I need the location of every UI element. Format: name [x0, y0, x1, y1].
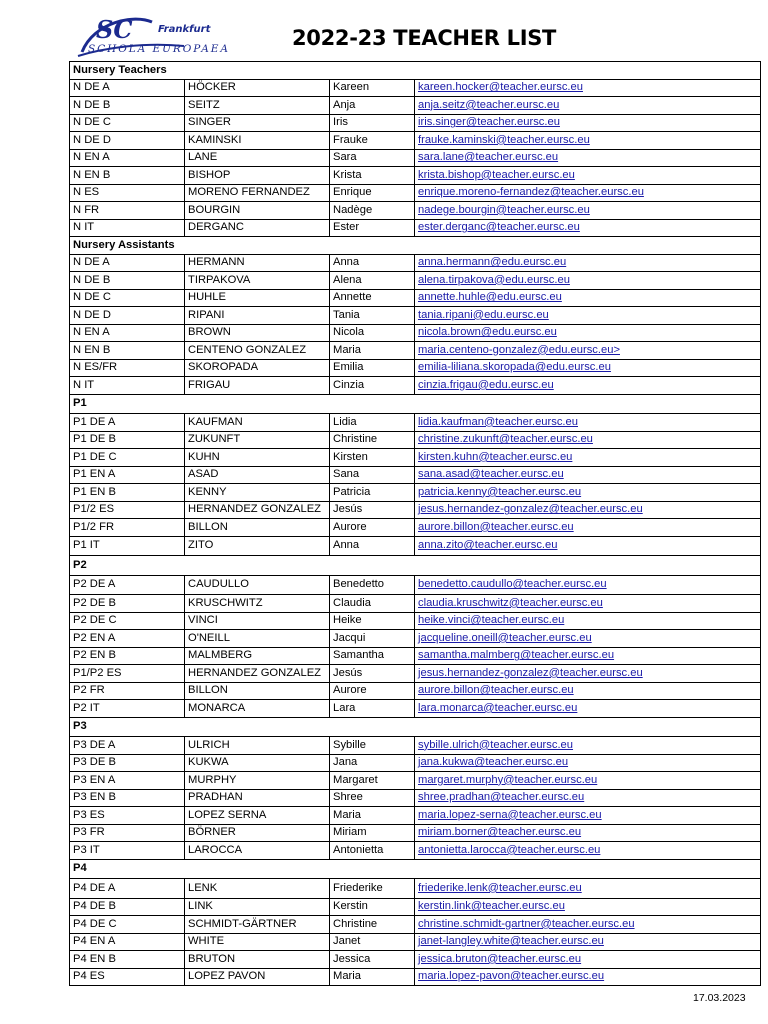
surname-cell: KAMINSKI: [185, 132, 330, 150]
email-cell[interactable]: kareen.hocker@teacher.eursc.eu: [415, 79, 761, 97]
table-row: [70, 289, 761, 307]
footer-date: 17.03.2023: [693, 992, 746, 1004]
firstname-cell: Sana: [330, 466, 415, 484]
table-row: [70, 647, 761, 665]
class-cell: N ES: [70, 184, 185, 202]
table-row: [70, 824, 761, 842]
firstname-cell: Shree: [330, 789, 415, 807]
email-cell[interactable]: sara.lane@teacher.eursc.eu: [415, 149, 761, 167]
email-cell[interactable]: sybille.ulrich@teacher.eursc.eu: [415, 737, 761, 755]
email-cell[interactable]: jesus.hernandez-gonzalez@teacher.eursc.eu: [415, 665, 761, 683]
surname-cell: BILLON: [185, 682, 330, 700]
surname-cell: SCHMIDT-GÄRTNER: [185, 916, 330, 934]
firstname-cell: Maria: [330, 807, 415, 825]
firstname-cell: Tania: [330, 307, 415, 325]
firstname-cell: Christine: [330, 431, 415, 449]
email-cell[interactable]: nicola.brown@edu.eursc.eu: [415, 324, 761, 342]
table-row: [70, 431, 761, 449]
surname-cell: LAROCCA: [185, 842, 330, 860]
class-cell: P1 EN B: [70, 484, 185, 502]
firstname-cell: Lidia: [330, 414, 415, 432]
table-row: [70, 324, 761, 342]
email-cell[interactable]: patricia.kenny@teacher.eursc.eu: [415, 484, 761, 502]
firstname-cell: Benedetto: [330, 575, 415, 595]
surname-cell: ASAD: [185, 466, 330, 484]
schola-europaea-logo: [74, 12, 236, 58]
email-cell[interactable]: christine.schmidt-gartner@teacher.eursc.eu: [415, 916, 761, 934]
surname-cell: HERMANN: [185, 254, 330, 272]
table-row: [70, 951, 761, 969]
surname-cell: LOPEZ SERNA: [185, 807, 330, 825]
firstname-cell: Miriam: [330, 824, 415, 842]
surname-cell: LOPEZ PAVON: [185, 968, 330, 986]
surname-cell: SINGER: [185, 114, 330, 132]
email-cell[interactable]: claudia.kruschwitz@teacher.eursc.eu: [415, 595, 761, 613]
email-cell[interactable]: aurore.billon@teacher.eursc.eu: [415, 519, 761, 537]
firstname-cell: Annette: [330, 289, 415, 307]
table-row: [70, 879, 761, 899]
email-cell[interactable]: miriam.borner@teacher.eursc.eu: [415, 824, 761, 842]
table-row: [70, 807, 761, 825]
class-cell: P3 ES: [70, 807, 185, 825]
surname-cell: MURPHY: [185, 772, 330, 790]
surname-cell: HUHLE: [185, 289, 330, 307]
table-row: [70, 575, 761, 595]
class-cell: P4 ES: [70, 968, 185, 986]
class-cell: N DE C: [70, 289, 185, 307]
class-cell: N EN A: [70, 149, 185, 167]
firstname-cell: Antonietta: [330, 842, 415, 860]
email-cell[interactable]: christine.zukunft@teacher.eursc.eu: [415, 431, 761, 449]
surname-cell: MORENO FERNANDEZ: [185, 184, 330, 202]
firstname-cell: Nadège: [330, 202, 415, 220]
class-cell: P2 EN A: [70, 630, 185, 648]
surname-cell: WHITE: [185, 933, 330, 951]
table-row: [70, 79, 761, 97]
logo-text-bottom: SCHOLA EUROPAEA: [88, 43, 228, 55]
table-row: [70, 202, 761, 220]
firstname-cell: Maria: [330, 968, 415, 986]
email-cell[interactable]: ester.derganc@teacher.eursc.eu: [415, 219, 761, 237]
class-cell: P4 DE A: [70, 879, 185, 899]
table-row: [70, 149, 761, 167]
email-cell[interactable]: heike.vinci@teacher.eursc.eu: [415, 612, 761, 630]
email-cell[interactable]: antonietta.larocca@teacher.eursc.eu: [415, 842, 761, 860]
firstname-cell: Nicola: [330, 324, 415, 342]
firstname-cell: Ester: [330, 219, 415, 237]
surname-cell: HERNANDEZ GONZALEZ: [185, 501, 330, 519]
surname-cell: ZITO: [185, 536, 330, 556]
class-cell: N EN A: [70, 324, 185, 342]
email-cell[interactable]: tania.ripani@edu.eursc.eu: [415, 307, 761, 325]
firstname-cell: Margaret: [330, 772, 415, 790]
email-cell[interactable]: alena.tirpakova@edu.eursc.eu: [415, 272, 761, 290]
email-cell[interactable]: samantha.malmberg@teacher.eursc.eu: [415, 647, 761, 665]
email-cell[interactable]: emilia-liliana.skoropada@edu.eursc.eu: [415, 359, 761, 377]
surname-cell: SKOROPADA: [185, 359, 330, 377]
class-cell: P1 IT: [70, 536, 185, 556]
section-title: Nursery Teachers: [70, 62, 761, 80]
table-row: [70, 377, 761, 395]
table-row: [70, 898, 761, 916]
table-row: [70, 682, 761, 700]
table-row: [70, 536, 761, 556]
firstname-cell: Jesús: [330, 665, 415, 683]
email-cell[interactable]: cinzia.frigau@edu.eursc.eu: [415, 377, 761, 395]
firstname-cell: Enrique: [330, 184, 415, 202]
class-cell: N IT: [70, 377, 185, 395]
table-row: [70, 307, 761, 325]
surname-cell: LANE: [185, 149, 330, 167]
table-row: [70, 519, 761, 537]
firstname-cell: Aurore: [330, 682, 415, 700]
firstname-cell: Sara: [330, 149, 415, 167]
email-cell[interactable]: jana.kukwa@teacher.eursc.eu: [415, 754, 761, 772]
table-row: [70, 612, 761, 630]
email-cell[interactable]: lidia.kaufman@teacher.eursc.eu: [415, 414, 761, 432]
class-cell: P1 DE A: [70, 414, 185, 432]
table-row: [70, 737, 761, 755]
email-cell[interactable]: sana.asad@teacher.eursc.eu: [415, 466, 761, 484]
class-cell: P1/2 FR: [70, 519, 185, 537]
firstname-cell: Kirsten: [330, 449, 415, 467]
firstname-cell: Lara: [330, 700, 415, 718]
section-header: [70, 556, 761, 576]
table-row: [70, 630, 761, 648]
firstname-cell: Heike: [330, 612, 415, 630]
table-row: [70, 254, 761, 272]
class-cell: P1 DE B: [70, 431, 185, 449]
surname-cell: FRIGAU: [185, 377, 330, 395]
class-cell: N DE A: [70, 254, 185, 272]
class-cell: P1/2 ES: [70, 501, 185, 519]
email-cell[interactable]: anna.zito@teacher.eursc.eu: [415, 536, 761, 556]
table-row: [70, 842, 761, 860]
class-cell: N DE D: [70, 307, 185, 325]
surname-cell: TIRPAKOVA: [185, 272, 330, 290]
section-header: [70, 717, 761, 737]
class-cell: N DE D: [70, 132, 185, 150]
email-cell[interactable]: maria.centeno-gonzalez@edu.eursc.eu>: [415, 342, 761, 360]
email-cell[interactable]: frauke.kaminski@teacher.eursc.eu: [415, 132, 761, 150]
email-cell[interactable]: enrique.moreno-fernandez@teacher.eursc.eu: [415, 184, 761, 202]
surname-cell: BISHOP: [185, 167, 330, 185]
surname-cell: KRUSCHWITZ: [185, 595, 330, 613]
surname-cell: KUHN: [185, 449, 330, 467]
surname-cell: BÖRNER: [185, 824, 330, 842]
firstname-cell: Patricia: [330, 484, 415, 502]
firstname-cell: Samantha: [330, 647, 415, 665]
firstname-cell: Christine: [330, 916, 415, 934]
class-cell: P3 FR: [70, 824, 185, 842]
firstname-cell: Emilia: [330, 359, 415, 377]
surname-cell: DERGANC: [185, 219, 330, 237]
firstname-cell: Cinzia: [330, 377, 415, 395]
email-cell[interactable]: jesus.hernandez-gonzalez@teacher.eursc.eu: [415, 501, 761, 519]
table-row: [70, 449, 761, 467]
class-cell: P2 FR: [70, 682, 185, 700]
table-row: [70, 219, 761, 237]
firstname-cell: Kareen: [330, 79, 415, 97]
firstname-cell: Jana: [330, 754, 415, 772]
class-cell: P3 DE B: [70, 754, 185, 772]
table-row: [70, 968, 761, 986]
class-cell: P4 EN B: [70, 951, 185, 969]
surname-cell: MONARCA: [185, 700, 330, 718]
email-cell[interactable]: friederike.lenk@teacher.eursc.eu: [415, 879, 761, 899]
firstname-cell: Friederike: [330, 879, 415, 899]
section-title: Nursery Assistants: [70, 237, 761, 255]
table-row: [70, 132, 761, 150]
class-cell: P1 DE C: [70, 449, 185, 467]
surname-cell: MALMBERG: [185, 647, 330, 665]
surname-cell: KAUFMAN: [185, 414, 330, 432]
surname-cell: KENNY: [185, 484, 330, 502]
class-cell: P2 IT: [70, 700, 185, 718]
section-title: P4: [70, 859, 761, 879]
svg-text:SC: SC: [96, 15, 133, 44]
table-row: [70, 272, 761, 290]
surname-cell: ULRICH: [185, 737, 330, 755]
table-row: [70, 501, 761, 519]
surname-cell: O'NEILL: [185, 630, 330, 648]
surname-cell: SEITZ: [185, 97, 330, 115]
surname-cell: PRADHAN: [185, 789, 330, 807]
email-cell[interactable]: aurore.billon@teacher.eursc.eu: [415, 682, 761, 700]
class-cell: N IT: [70, 219, 185, 237]
section-title: P2: [70, 556, 761, 576]
table-row: [70, 414, 761, 432]
class-cell: P3 EN B: [70, 789, 185, 807]
firstname-cell: Krista: [330, 167, 415, 185]
class-cell: P3 EN A: [70, 772, 185, 790]
page-title: 2022-23 TEACHER LIST: [292, 26, 557, 50]
table-row: [70, 916, 761, 934]
firstname-cell: Jacqui: [330, 630, 415, 648]
surname-cell: BROWN: [185, 324, 330, 342]
email-cell[interactable]: krista.bishop@teacher.eursc.eu: [415, 167, 761, 185]
firstname-cell: Kerstin: [330, 898, 415, 916]
surname-cell: LINK: [185, 898, 330, 916]
class-cell: P4 DE B: [70, 898, 185, 916]
table-row: [70, 167, 761, 185]
firstname-cell: Jessica: [330, 951, 415, 969]
email-cell[interactable]: jacqueline.oneill@teacher.eursc.eu: [415, 630, 761, 648]
table-row: [70, 114, 761, 132]
table-row: [70, 342, 761, 360]
class-cell: P3 DE A: [70, 737, 185, 755]
class-cell: P2 DE C: [70, 612, 185, 630]
class-cell: P2 DE B: [70, 595, 185, 613]
table-row: [70, 772, 761, 790]
email-cell[interactable]: margaret.murphy@teacher.eursc.eu: [415, 772, 761, 790]
table-row: [70, 97, 761, 115]
table-row: [70, 665, 761, 683]
email-cell[interactable]: jessica.bruton@teacher.eursc.eu: [415, 951, 761, 969]
surname-cell: HÖCKER: [185, 79, 330, 97]
section-header: [70, 237, 761, 255]
teacher-table: [69, 61, 761, 986]
email-cell[interactable]: nadege.bourgin@teacher.eursc.eu: [415, 202, 761, 220]
class-cell: N EN B: [70, 167, 185, 185]
class-cell: P2 DE A: [70, 575, 185, 595]
section-header: [70, 394, 761, 414]
class-cell: P2 EN B: [70, 647, 185, 665]
class-cell: N ES/FR: [70, 359, 185, 377]
class-cell: N EN B: [70, 342, 185, 360]
surname-cell: BOURGIN: [185, 202, 330, 220]
email-cell[interactable]: anja.seitz@teacher.eursc.eu: [415, 97, 761, 115]
table-row: [70, 700, 761, 718]
firstname-cell: Jesús: [330, 501, 415, 519]
surname-cell: CAUDULLO: [185, 575, 330, 595]
table-row: [70, 754, 761, 772]
class-cell: P3 IT: [70, 842, 185, 860]
email-cell[interactable]: annette.huhle@edu.eursc.eu: [415, 289, 761, 307]
firstname-cell: Alena: [330, 272, 415, 290]
class-cell: P1/P2 ES: [70, 665, 185, 683]
email-cell[interactable]: kerstin.link@teacher.eursc.eu: [415, 898, 761, 916]
firstname-cell: Aurore: [330, 519, 415, 537]
table-row: [70, 933, 761, 951]
firstname-cell: Frauke: [330, 132, 415, 150]
class-cell: N DE C: [70, 114, 185, 132]
class-cell: N DE A: [70, 79, 185, 97]
table-row: [70, 595, 761, 613]
surname-cell: LENK: [185, 879, 330, 899]
section-header: [70, 859, 761, 879]
firstname-cell: Maria: [330, 342, 415, 360]
firstname-cell: Iris: [330, 114, 415, 132]
firstname-cell: Anja: [330, 97, 415, 115]
class-cell: P4 EN A: [70, 933, 185, 951]
section-header: [70, 62, 761, 80]
table-row: [70, 789, 761, 807]
page-header: [0, 0, 768, 62]
surname-cell: VINCI: [185, 612, 330, 630]
email-cell[interactable]: kirsten.kuhn@teacher.eursc.eu: [415, 449, 761, 467]
email-cell[interactable]: anna.hermann@edu.eursc.eu: [415, 254, 761, 272]
firstname-cell: Janet: [330, 933, 415, 951]
firstname-cell: Sybille: [330, 737, 415, 755]
surname-cell: BRUTON: [185, 951, 330, 969]
email-cell[interactable]: janet-langley.white@teacher.eursc.eu: [415, 933, 761, 951]
email-cell[interactable]: lara.monarca@teacher.eursc.eu: [415, 700, 761, 718]
firstname-cell: Claudia: [330, 595, 415, 613]
email-cell[interactable]: shree.pradhan@teacher.eursc.eu: [415, 789, 761, 807]
surname-cell: CENTENO GONZALEZ: [185, 342, 330, 360]
table-row: [70, 484, 761, 502]
email-cell[interactable]: maria.lopez-serna@teacher.eursc.eu: [415, 807, 761, 825]
class-cell: P1 EN A: [70, 466, 185, 484]
class-cell: P4 DE C: [70, 916, 185, 934]
table-row: [70, 184, 761, 202]
email-cell[interactable]: maria.lopez-pavon@teacher.eursc.eu: [415, 968, 761, 986]
surname-cell: KUKWA: [185, 754, 330, 772]
class-cell: N DE B: [70, 97, 185, 115]
email-cell[interactable]: iris.singer@teacher.eursc.eu: [415, 114, 761, 132]
surname-cell: ZUKUNFT: [185, 431, 330, 449]
surname-cell: HERNANDEZ GONZALEZ: [185, 665, 330, 683]
surname-cell: BILLON: [185, 519, 330, 537]
section-title: P3: [70, 717, 761, 737]
surname-cell: RIPANI: [185, 307, 330, 325]
class-cell: N DE B: [70, 272, 185, 290]
table-row: [70, 359, 761, 377]
class-cell: N FR: [70, 202, 185, 220]
firstname-cell: Anna: [330, 536, 415, 556]
logo-text-top: Frankfurt: [158, 24, 211, 35]
section-title: P1: [70, 394, 761, 414]
firstname-cell: Anna: [330, 254, 415, 272]
email-cell[interactable]: benedetto.caudullo@teacher.eursc.eu: [415, 575, 761, 595]
table-row: [70, 466, 761, 484]
